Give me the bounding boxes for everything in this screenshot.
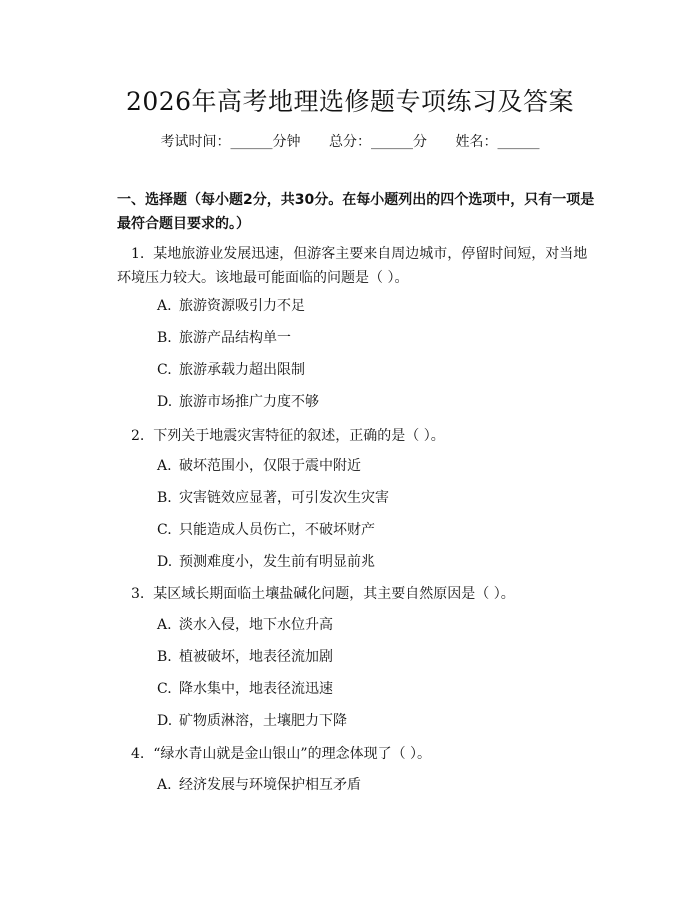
option-text: 灾害链效应显著，可引发次生灾害	[179, 490, 389, 506]
option-b[interactable]	[157, 488, 389, 508]
option-c[interactable]	[157, 520, 375, 540]
option-text: 旅游资源吸引力不足	[179, 298, 305, 314]
question-text: 某地旅游业发展迅速，但游客主要来自周边城市，停留时间短，对当地环境压力较大。该地最可能面临的问题是（ ）。	[117, 246, 588, 286]
option-a[interactable]	[157, 775, 361, 795]
option-letter: A.	[157, 777, 172, 793]
exam-info-line	[0, 131, 700, 151]
option-letter: C.	[157, 522, 172, 538]
option-letter: B.	[157, 490, 172, 506]
option-c[interactable]	[157, 679, 333, 699]
option-text: 旅游产品结构单一	[179, 330, 291, 346]
option-letter: C.	[157, 681, 172, 697]
option-letter: A.	[157, 617, 172, 633]
option-letter: B.	[157, 649, 172, 665]
question-number: 1.	[131, 246, 145, 262]
option-letter: D.	[157, 554, 173, 570]
option-letter: B.	[157, 330, 172, 346]
question-4	[117, 742, 597, 766]
option-a[interactable]	[157, 296, 305, 316]
question-3	[117, 582, 597, 606]
page-title: 2026年高考地理选修题专项练习及答案	[125, 87, 575, 116]
option-b[interactable]	[157, 328, 291, 348]
option-d[interactable]	[157, 392, 319, 412]
section-heading: 一、选择题（每小题2分，共30分。在每小题列出的四个选项中，只有一项是最符合题目要求的。）	[117, 192, 595, 232]
question-text: “绿水青山就是金山银山”的理念体现了（ ）。	[153, 746, 432, 762]
option-b[interactable]	[157, 647, 333, 667]
option-d[interactable]	[157, 711, 347, 731]
option-d[interactable]	[157, 552, 375, 572]
option-text: 只能造成人员伤亡，不破坏财产	[179, 522, 375, 538]
option-text: 破坏范围小，仅限于震中附近	[179, 458, 361, 474]
option-letter: D.	[157, 394, 173, 410]
option-letter: D.	[157, 713, 173, 729]
question-number: 2.	[131, 428, 145, 444]
option-text: 旅游市场推广力度不够	[179, 394, 319, 410]
option-text: 经济发展与环境保护相互矛盾	[179, 777, 361, 793]
question-1	[117, 242, 597, 290]
question-text: 某区域长期面临土壤盐碱化问题，其主要自然原因是（ ）。	[153, 586, 515, 602]
option-letter: A.	[157, 458, 172, 474]
option-letter: C.	[157, 362, 172, 378]
option-a[interactable]	[157, 615, 333, 635]
option-text: 植被破坏，地表径流加剧	[179, 649, 333, 665]
student-name-field: 姓名：______	[455, 134, 540, 150]
question-number: 3.	[131, 586, 145, 602]
option-text: 预测难度小，发生前有明显前兆	[179, 554, 375, 570]
question-number: 4.	[131, 746, 145, 762]
option-letter: A.	[157, 298, 172, 314]
option-text: 矿物质淋溶，土壤肥力下降	[179, 713, 347, 729]
option-text: 旅游承载力超出限制	[179, 362, 305, 378]
question-2	[117, 424, 597, 448]
question-text: 下列关于地震灾害特征的叙述，正确的是（ ）。	[153, 428, 445, 444]
total-score-field: 总分：______分	[329, 134, 427, 150]
option-text: 淡水入侵，地下水位升高	[179, 617, 333, 633]
option-a[interactable]	[157, 456, 361, 476]
option-text: 降水集中，地表径流迅速	[179, 681, 333, 697]
exam-time-field: 考试时间：______分钟	[160, 134, 301, 150]
option-c[interactable]	[157, 360, 305, 380]
